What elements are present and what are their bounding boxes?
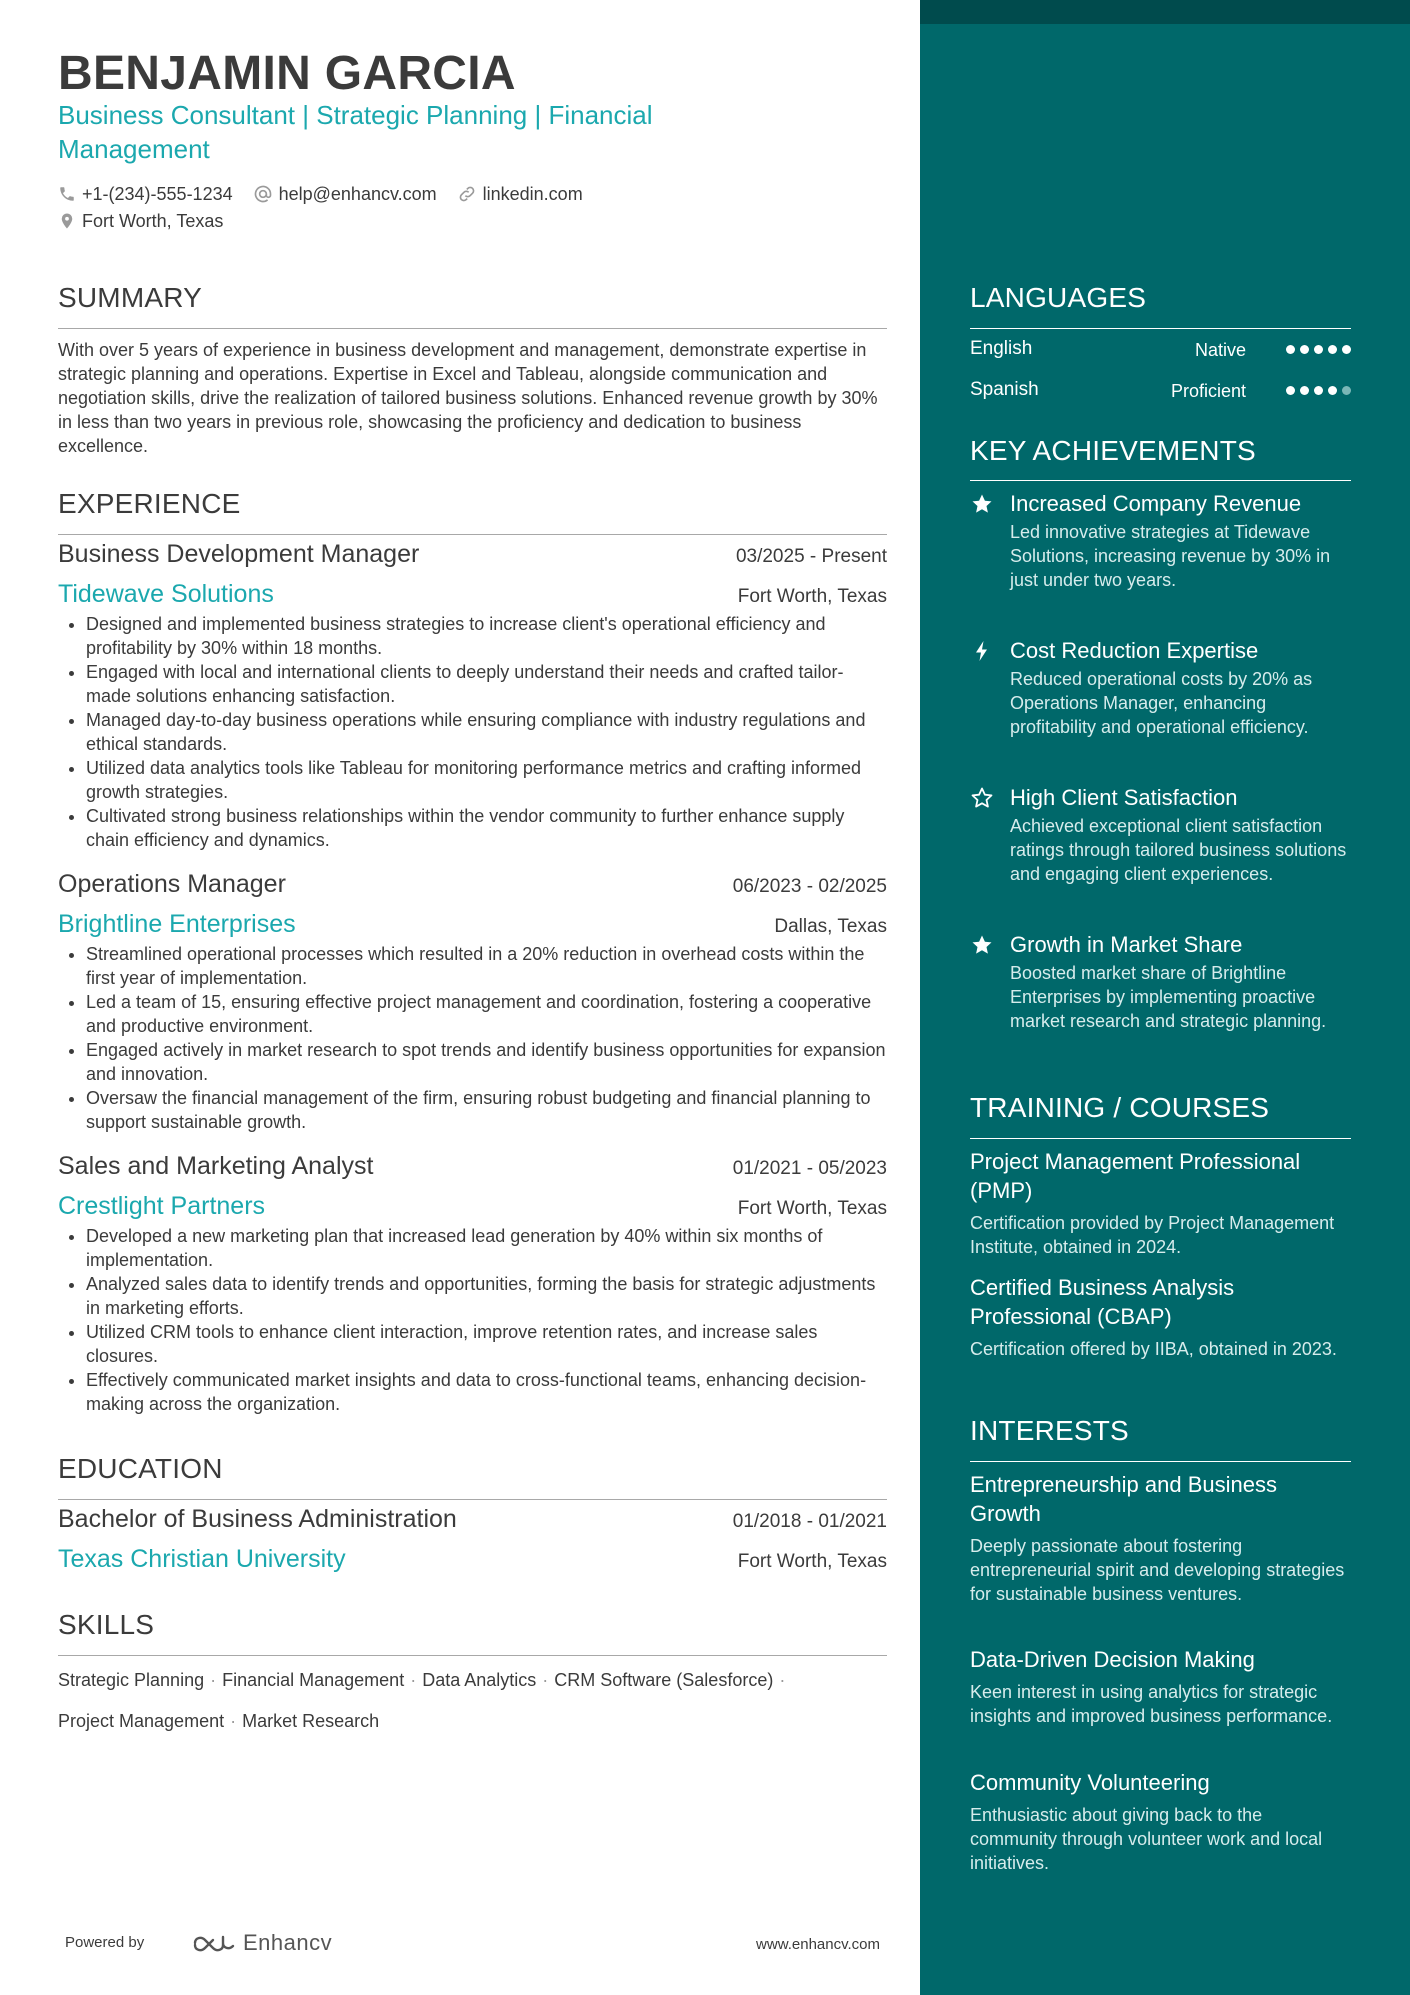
rating-dot-filled <box>1328 386 1337 395</box>
enhancv-logo-icon <box>191 1931 237 1955</box>
job-bullet: • Cultivated strong business relationships within the vendor community to further enhance supply chain efficiency and dynamics. <box>86 804 887 852</box>
rating-dot-filled <box>1300 345 1309 354</box>
skill-separator: · <box>779 1670 786 1690</box>
job-bullet: • Developed a new marketing plan that increased lead generation by 40% within six months of implementation. <box>86 1224 887 1272</box>
candidate-tagline: Business Consultant | Strategic Planning | Financial Management <box>58 100 653 164</box>
interests-divider <box>970 1461 1351 1462</box>
star-filled-icon <box>970 932 996 958</box>
training-item <box>970 1147 1351 1259</box>
powered-by-label: Powered by <box>65 1934 145 1951</box>
star-filled-icon <box>970 491 996 517</box>
phone-text: +1-(234)-555-1234 <box>82 183 233 204</box>
linkedin-text: linkedin.com <box>482 183 583 204</box>
interest-desc: Keen interest in using analytics for strategic insights and improved business performance. <box>970 1682 1333 1726</box>
skill-separator: · <box>410 1670 417 1690</box>
achievements-heading: KEY ACHIEVEMENTS <box>970 435 1256 466</box>
languages-divider <box>970 328 1351 329</box>
rating-dot-filled <box>1314 386 1323 395</box>
job-location: Fort Worth, Texas <box>737 1198 887 1219</box>
sidebar-top-band <box>920 0 1410 24</box>
training-divider <box>970 1138 1351 1139</box>
training-title: Project Management Professional (PMP) <box>970 1149 1301 1203</box>
education-location: Fort Worth, Texas <box>737 1551 887 1572</box>
job-dates: 03/2025 - Present <box>735 546 887 567</box>
job-bullet: • Engaged with local and international clients to deeply understand their needs and crafted tailor-made solutions enhancing satisfaction. <box>86 660 887 708</box>
skill-item: Strategic Planning <box>58 1670 205 1690</box>
job-dates: 06/2023 - 02/2025 <box>732 876 887 897</box>
achievement-item <box>970 782 1351 886</box>
skill-separator: · <box>230 1711 237 1731</box>
job-company[interactable]: Crestlight Partners <box>58 1192 266 1220</box>
job-role: Operations Manager <box>58 870 286 898</box>
interest-desc: Deeply passionate about fostering entrepreneurial spirit and developing strategies for sustainable business ventures. <box>970 1536 1345 1604</box>
education-school[interactable]: Texas Christian University <box>58 1545 346 1573</box>
skill-separator: · <box>542 1670 549 1690</box>
contact-email[interactable] <box>253 184 437 205</box>
job-role: Sales and Marketing Analyst <box>58 1152 374 1180</box>
rating-dot-filled <box>1314 345 1323 354</box>
job-location: Fort Worth, Texas <box>737 586 887 607</box>
footer <box>65 1930 880 1960</box>
contact-location <box>58 211 223 232</box>
skill-item: Market Research <box>242 1711 380 1731</box>
location-text: Fort Worth, Texas <box>82 210 224 231</box>
language-rating <box>1281 386 1351 395</box>
experience-divider <box>58 534 887 535</box>
rating-dot-filled <box>1300 386 1309 395</box>
achievement-desc: Achieved exceptional client satisfaction ratings through tailored business solutions and engaging client experiences. <box>1010 816 1347 884</box>
job-bullet: • Led a team of 15, ensuring effective project management and coordination, fostering a cooperative and productive environment. <box>86 990 887 1038</box>
achievement-title: Cost Reduction Expertise <box>1010 638 1259 663</box>
location-pin-icon <box>58 212 76 230</box>
training-desc: Certification offered by IIBA, obtained in 2023. <box>970 1339 1337 1359</box>
skill-item: CRM Software (Salesforce) <box>554 1670 774 1690</box>
rating-dot-filled <box>1286 345 1295 354</box>
languages-heading: LANGUAGES <box>970 282 1147 313</box>
training-title: Certified Business Analysis Professional (CBAP) <box>970 1275 1235 1329</box>
language-name: Spanish <box>970 379 1039 400</box>
training-desc: Certification provided by Project Management Institute, obtained in 2024. <box>970 1213 1335 1257</box>
contact-info <box>58 182 887 236</box>
interest-item <box>970 1768 1351 1875</box>
interest-item <box>970 1470 1351 1606</box>
summary-divider <box>58 328 887 329</box>
rating-dot-filled <box>1286 386 1295 395</box>
candidate-name: BENJAMIN GARCIA <box>58 47 516 100</box>
job-entry <box>58 870 887 1134</box>
training-heading: TRAINING / COURSES <box>970 1092 1270 1123</box>
education-dates: 01/2018 - 01/2021 <box>732 1511 887 1532</box>
language-level: Native <box>1194 340 1246 360</box>
job-dates: 01/2021 - 05/2023 <box>732 1158 887 1179</box>
job-company[interactable]: Brightline Enterprises <box>58 910 296 938</box>
achievement-item <box>970 929 1351 1033</box>
education-entry <box>58 1505 887 1577</box>
footer-url[interactable]: www.enhancv.com <box>756 1936 880 1953</box>
job-location: Dallas, Texas <box>774 916 887 937</box>
interest-title: Community Volunteering <box>970 1770 1210 1795</box>
achievements-divider <box>970 480 1351 481</box>
language-rating <box>1281 345 1351 354</box>
achievement-desc: Led innovative strategies at Tidewave Solutions, increasing revenue by 30% in just under two years. <box>1010 522 1331 590</box>
contact-linkedin[interactable] <box>457 184 583 205</box>
job-bullet: • Effectively communicated market insights and data to cross-functional teams, enhancing decision-making across the organization. <box>86 1368 887 1416</box>
job-bullet: • Oversaw the financial management of the firm, ensuring robust budgeting and financial planning to support sustainable growth. <box>86 1086 887 1134</box>
summary-text: With over 5 years of experience in business development and management, demonstrate expertise in strategic planning and operations. Expertise in Excel and Tableau, alongside communication and negotiation skills, drive the realization of tailored business solutions. Enhanced revenue growth by 30% in less than two years in previous role, showcasing the proficiency and dedication to business excellence. <box>58 340 878 456</box>
email-text: help@enhancv.com <box>278 183 437 204</box>
education-degree: Bachelor of Business Administration <box>58 1505 457 1533</box>
job-entry <box>58 540 887 852</box>
skill-item: Data Analytics <box>422 1670 537 1690</box>
summary-heading: SUMMARY <box>58 282 203 313</box>
job-bullet: • Managed day-to-day business operations while ensuring compliance with industry regulations and ethical standards. <box>86 708 887 756</box>
language-name: English <box>970 338 1033 359</box>
job-company[interactable]: Tidewave Solutions <box>58 580 274 608</box>
skills-list <box>58 1660 887 1742</box>
skills-heading: SKILLS <box>58 1609 155 1640</box>
job-role: Business Development Manager <box>58 540 420 568</box>
skill-item: Financial Management <box>222 1670 405 1690</box>
language-level: Proficient <box>1170 381 1246 401</box>
link-icon <box>457 184 477 204</box>
achievement-title: High Client Satisfaction <box>1010 785 1238 810</box>
achievement-desc: Reduced operational costs by 20% as Operations Manager, enhancing profitability and operational efficiency. <box>1010 669 1313 737</box>
interest-item <box>970 1645 1351 1728</box>
job-bullet: • Designed and implemented business strategies to increase client's operational efficiency and profitability by 30% within 18 months. <box>86 612 887 660</box>
job-bullet: • Utilized data analytics tools like Tableau for monitoring performance metrics and crafting informed growth strategies. <box>86 756 887 804</box>
job-entry <box>58 1152 887 1416</box>
experience-heading: EXPERIENCE <box>58 488 241 519</box>
job-bullet: • Streamlined operational processes which resulted in a 20% reduction in overhead costs within the first year of implementation. <box>86 942 887 990</box>
achievement-title: Growth in Market Share <box>1010 932 1243 957</box>
rating-dot-filled <box>1342 345 1351 354</box>
enhancv-logo-text: Enhancv <box>243 1930 333 1955</box>
job-bullets <box>58 942 887 1134</box>
skill-item: Project Management <box>58 1711 225 1731</box>
rating-dot-empty <box>1342 386 1351 395</box>
job-bullets <box>58 1224 887 1416</box>
education-heading: EDUCATION <box>58 1453 223 1484</box>
language-row <box>970 379 1351 407</box>
phone-icon <box>58 185 76 203</box>
education-divider <box>58 1499 887 1500</box>
achievement-item <box>970 635 1351 739</box>
rating-dot-filled <box>1328 345 1337 354</box>
enhancv-logo[interactable] <box>191 1930 332 1956</box>
interests-heading: INTERESTS <box>970 1415 1129 1446</box>
achievement-desc: Boosted market share of Brightline Enterprises by implementing proactive market research and strategic planning. <box>1010 963 1327 1031</box>
skill-separator: · <box>210 1670 217 1690</box>
job-bullet: • Utilized CRM tools to enhance client interaction, improve retention rates, and increase sales closures. <box>86 1320 887 1368</box>
interest-title: Data-Driven Decision Making <box>970 1647 1255 1672</box>
training-item <box>970 1273 1351 1361</box>
skills-divider <box>58 1655 887 1656</box>
job-bullet: • Analyzed sales data to identify trends and opportunities, forming the basis for strategic adjustments in marketing efforts. <box>86 1272 887 1320</box>
achievement-title: Increased Company Revenue <box>1010 491 1302 516</box>
at-icon <box>253 184 273 204</box>
star-outline-icon <box>970 785 996 811</box>
contact-phone[interactable] <box>58 184 233 205</box>
interest-title: Entrepreneurship and Business Growth <box>970 1472 1277 1526</box>
lightning-bolt-icon <box>970 638 996 664</box>
language-row <box>970 338 1351 366</box>
job-bullet: • Engaged actively in market research to spot trends and identify business opportunities for expansion and innovation. <box>86 1038 887 1086</box>
interest-desc: Enthusiastic about giving back to the community through volunteer work and local initiatives. <box>970 1805 1323 1873</box>
job-bullets <box>58 612 887 852</box>
achievement-item <box>970 488 1351 592</box>
